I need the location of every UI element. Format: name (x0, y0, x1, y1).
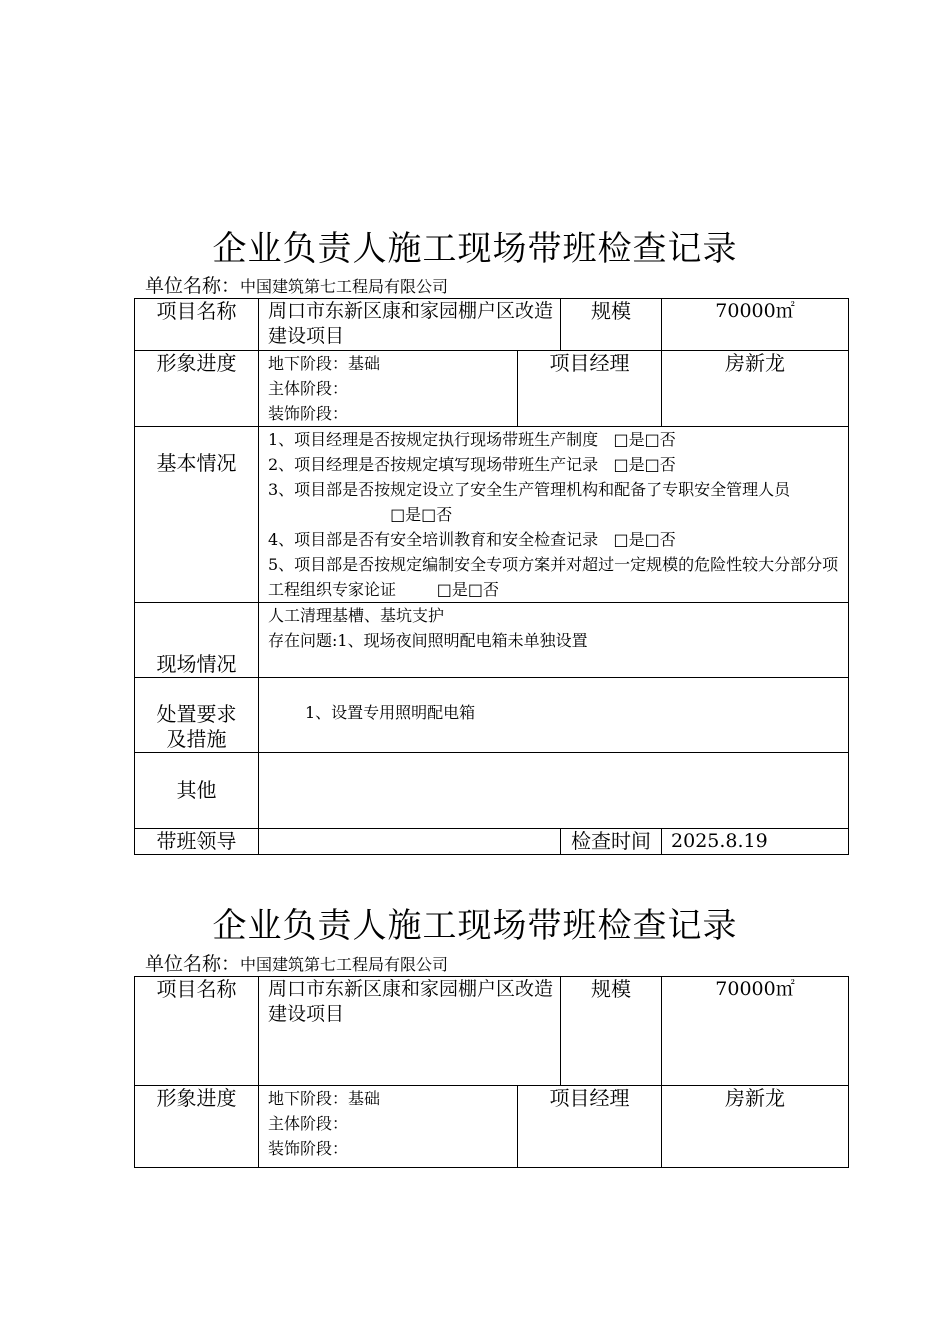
project-name-value: 周口市东新区康和家园棚户区改造建设项目 (259, 977, 561, 1086)
site-label: 现场情况 (135, 603, 259, 678)
check-option: □是□否 (390, 505, 453, 524)
project-name-label: 项目名称 (135, 977, 259, 1086)
unit-name: 中国建筑第七工程局有限公司 (240, 955, 449, 974)
check-option: □是□否 (436, 580, 499, 599)
progress-line: 地下阶段：基础 (268, 354, 381, 373)
unit-label: 单位名称： (145, 953, 241, 975)
manager-name: 房新龙 (662, 351, 849, 427)
progress-label: 形象进度 (135, 1086, 259, 1168)
progress-line: 主体阶段： (268, 379, 349, 398)
basic-item: 3、项目部是否按规定设立了安全生产管理机构和配备了专职安全管理人员 □是□否 (268, 480, 791, 524)
manager-label: 项目经理 (518, 1086, 662, 1168)
progress-line: 装饰阶段： (268, 1139, 349, 1158)
progress-value (259, 1086, 518, 1168)
basic-item: 2、项目经理是否按规定填写现场带班生产记录 □是□否 (268, 455, 676, 474)
scale-label: 规模 (561, 977, 662, 1086)
basic-item: 4、项目部是否有安全培训教育和安全检查记录 □是□否 (268, 530, 676, 549)
scale-label: 规模 (561, 299, 662, 351)
progress-line: 地下阶段：基础 (268, 1089, 381, 1108)
site-line: 存在问题:1、现场夜间照明配电箱未单独设置 (268, 631, 588, 650)
record-title: 企业负责人施工现场带班检查记录 (212, 906, 738, 946)
check-time-label: 检查时间 (561, 829, 662, 855)
check-option: □是□否 (613, 455, 676, 474)
check-option: □是□否 (613, 430, 676, 449)
progress-value (259, 351, 518, 427)
unit-line (145, 954, 448, 975)
manager-name: 房新龙 (662, 1086, 849, 1168)
leader-value (259, 829, 561, 855)
progress-line: 装饰阶段： (268, 404, 349, 423)
basic-item: 5、项目部是否按规定编制安全专项方案并对超过一定规模的危险性较大分部分项工程组织专家论证 □是□否 (268, 555, 839, 599)
measures-label: 处置要求 及措施 (135, 678, 259, 753)
inspection-table (134, 298, 849, 855)
manager-label: 项目经理 (518, 351, 662, 427)
scale-value: 70000㎡ (662, 977, 849, 1086)
scale-value: 70000㎡ (662, 299, 849, 351)
other-label: 其他 (135, 753, 259, 829)
progress-line: 主体阶段： (268, 1114, 349, 1133)
basic-item: 1、项目经理是否按规定执行现场带班生产制度 □是□否 (268, 430, 676, 449)
check-option: □是□否 (613, 530, 676, 549)
project-name-value: 周口市东新区康和家园棚户区改造建设项目 (259, 299, 561, 351)
basic-items (259, 427, 849, 603)
unit-label: 单位名称： (145, 275, 241, 297)
unit-line (145, 276, 448, 297)
measures-content: 1、设置专用照明配电箱 (259, 678, 849, 753)
check-time-value: 2025.8.19 (662, 829, 849, 855)
other-content (259, 753, 849, 829)
inspection-table (134, 976, 849, 1168)
basic-label: 基本情况 (135, 427, 259, 603)
progress-label: 形象进度 (135, 351, 259, 427)
site-content (259, 603, 849, 678)
leader-label: 带班领导 (135, 829, 259, 855)
project-name-label: 项目名称 (135, 299, 259, 351)
record-title: 企业负责人施工现场带班检查记录 (212, 229, 738, 269)
site-line: 人工清理基槽、基坑支护 (268, 606, 445, 625)
unit-name: 中国建筑第七工程局有限公司 (240, 277, 449, 296)
